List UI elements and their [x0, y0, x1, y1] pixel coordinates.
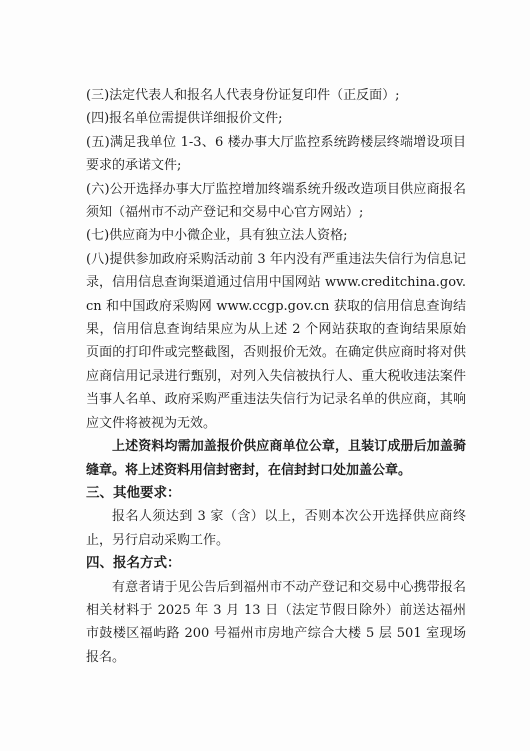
section-4-heading: 四、报名方式： — [86, 555, 181, 572]
section-3-heading: 三、其他要求： — [86, 484, 181, 501]
list-item-8: (八)提供参加政府采购活动前 3 年内没有严重违法失信行为信息记录，信用信息查询渠道通过信用中国网站 www.creditchina.gov.cn 和中国政府采购网 www.ccgp.gov.cn 获取的信用信息查询结果，信用信息查询结果应为从上述 2 个网站获取的查询结果原始页面的打印件或完整截图，否则报价无效。在确定供应商时将对供应商信用记录进行甄别，对列入失信被执行人、重大税收违法案件当事人名单、政府采购严重违法失信行为记录名单的供应商，其响应文件将被视为无效。 — [86, 251, 466, 431]
list-item-3: (三)法定代表人和报名人代表身份证复印件（正反面）; — [86, 88, 400, 103]
document-body — [86, 84, 466, 669]
list-item-4: (四)报名单位需提供详细报价文件; — [86, 111, 283, 127]
list-item-7: (七)供应商为中小微企业，具有独立法人资格; — [86, 228, 348, 244]
section-3-text: 报名人须达到 3 家（含）以上，否则本次公开选择供应商终止，另行启动采购工作。 — [86, 509, 466, 548]
seal-requirement-note: 上述资料均需加盖报价供应商单位公章，且装订成册后加盖骑缝章。将上述资料用信封密封，在信封封口处加盖公章。 — [86, 439, 466, 478]
list-item-6: (六)公开选择办事大厅监控增加终端系统升级改造项目供应商报名须知（福州市不动产登记和交易中心官方网站）; — [86, 181, 466, 221]
list-item-5: (五)满足我单位 1-3、6 楼办事大厅监控系统跨楼层终端增设项目要求的承诺文件; — [86, 134, 466, 174]
section-4-text: 有意者请于见公告后到福州市不动产登记和交易中心携带报名相关材料于 2025 年 3 月 13 日（法定节假日除外）前送达福州市鼓楼区福屿路 200 号福州市房地产综合大楼 5 层 501 室现场报名。 — [86, 579, 466, 665]
